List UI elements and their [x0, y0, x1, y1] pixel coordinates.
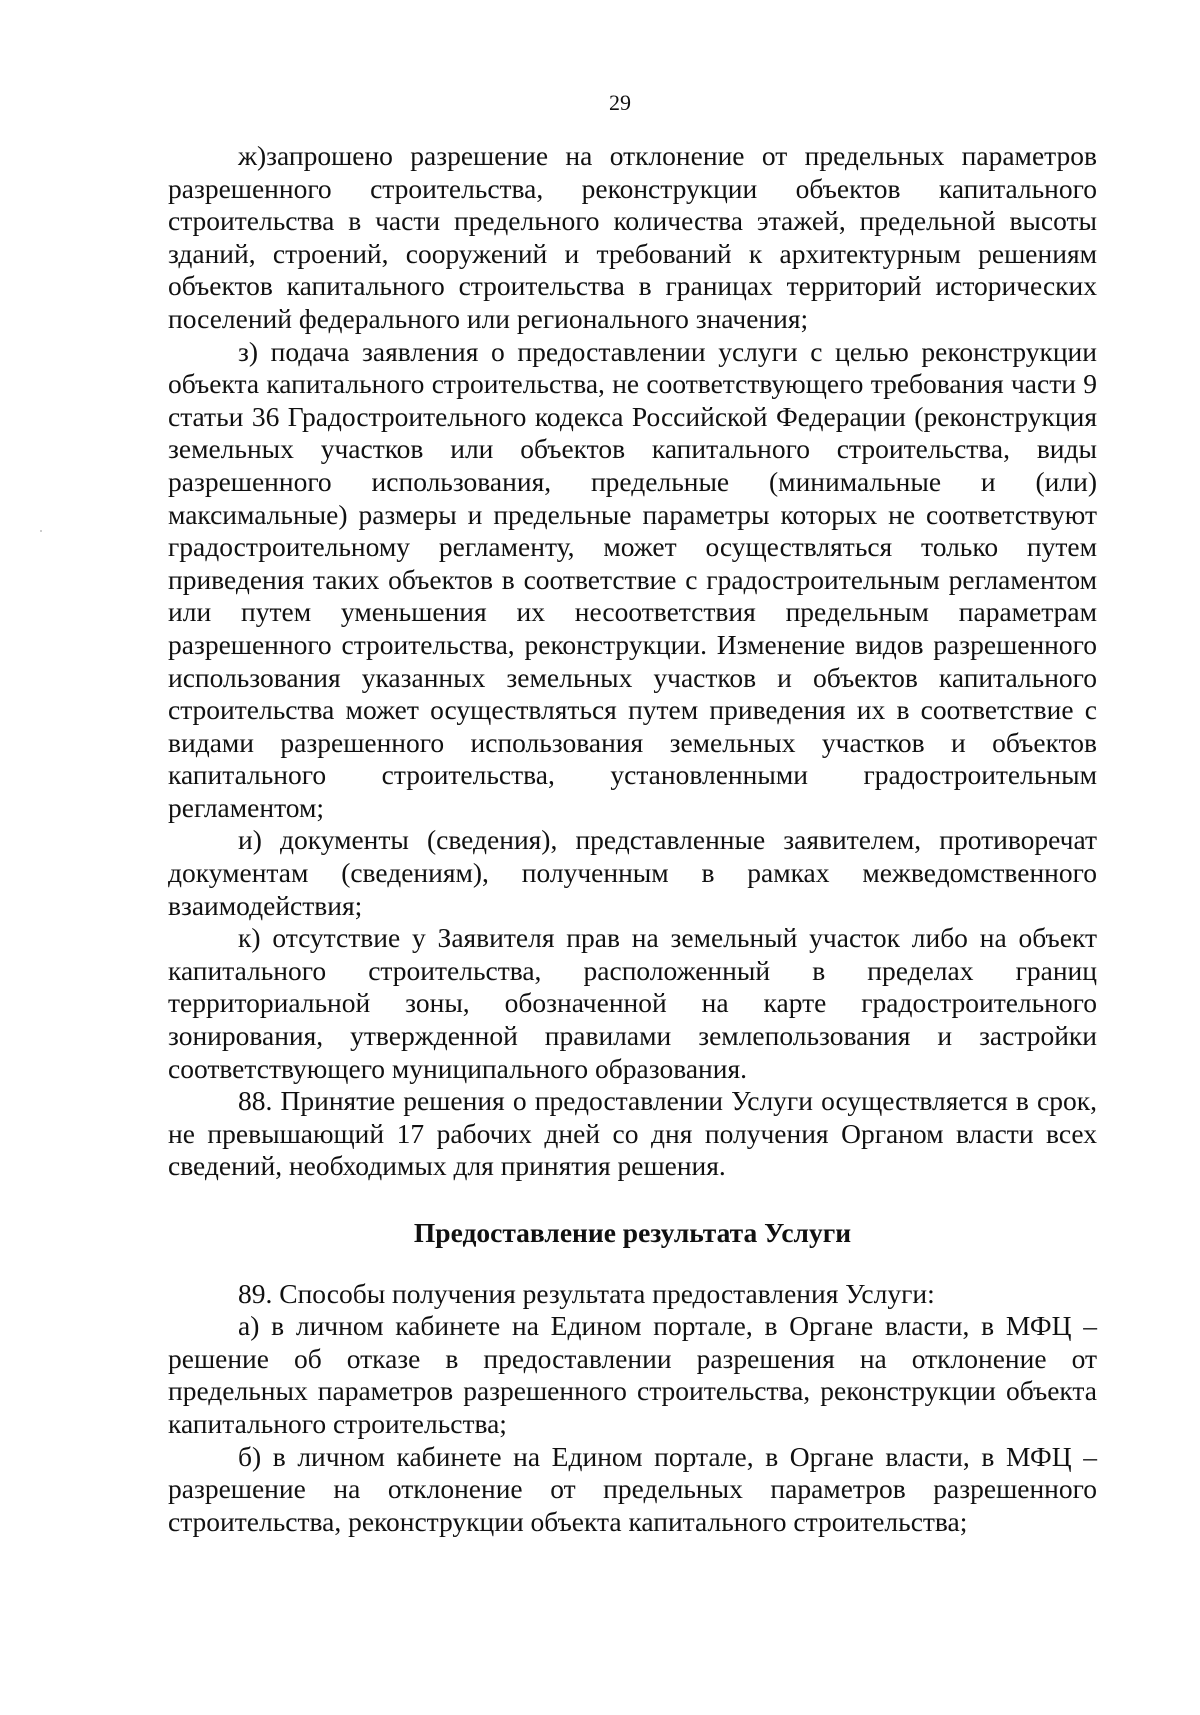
paragraph-88: 88. Принятие решения о предоставлении Услуги осуществляется в срок, не превышающий 17 рабочих дней со дня получения Органом власти всех сведений, необходимых для принятия решения.	[168, 1085, 1097, 1182]
scan-artifact-dot	[40, 530, 42, 532]
document-body	[168, 140, 1097, 1538]
page-number: 29	[609, 90, 631, 115]
paragraph-item-zh: ж)запрошено разрешение на отклонение от предельных параметров разрешенного строительства, реконструкции объектов капитального строительства в части предельного количества этажей, предельной высоты зданий, строений, сооружений и требований к архитектурным решениям объектов капитального строительства в границах территорий исторических поселений федерального или регионального значения;	[168, 140, 1097, 334]
section-heading: Предоставление результата Услуги	[413, 1217, 852, 1248]
paragraph-item-i: и) документы (сведения), представленные заявителем, противоречат документам (сведениям), полученным в рамках межведомственного взаимодействия;	[168, 824, 1097, 921]
paragraph-item-b: б) в личном кабинете на Едином портале, в Органе власти, в МФЦ – разрешение на отклонение от предельных параметров разрешенного строительства, реконструкции объекта капитального строительства;	[168, 1440, 1097, 1537]
paragraph-item-a: а) в личном кабинете на Едином портале, в Органе власти, в МФЦ – решение об отказе в предоставлении разрешения на отклонение от предельных параметров разрешенного строительства, реконструкции объекта капитального строительства;	[168, 1310, 1097, 1439]
paragraph-item-k: к) отсутствие у Заявителя прав на земельный участок либо на объект капитального строительства, расположенный в пределах границ территориальной зоны, обозначенной на карте градостроительного зонирования, утвержденной правилами землепользования и застройки соответствующего муниципального образования.	[168, 922, 1097, 1084]
paragraph-item-z: з) подача заявления о предоставлении услуги с целью реконструкции объекта капитального строительства, не соответствующего требования части 9 статьи 36 Градостроительного кодекса Российской Федерации (реконструкция земельных участков или объектов капитального строительства, виды разрешенного использования, предельные (минимальные и (или) максимальные) размеры и предельные параметры которых не соответствуют градостроительному регламенту, может осуществляться только путем приведения таких объектов в соответствие с градостроительным регламентом или путем уменьшения их несоответствия предельным параметрам разрешенного строительства, реконструкции. Изменение видов разрешенного использования указанных земельных участков и объектов капитального строительства может осуществляться путем приведения их в соответствие с видами разрешенного использования земельных участков и объектов капитального строительства, установленными градостроительным регламентом;	[168, 335, 1097, 823]
paragraph-89: 89. Способы получения результата предоставления Услуги:	[238, 1277, 935, 1309]
